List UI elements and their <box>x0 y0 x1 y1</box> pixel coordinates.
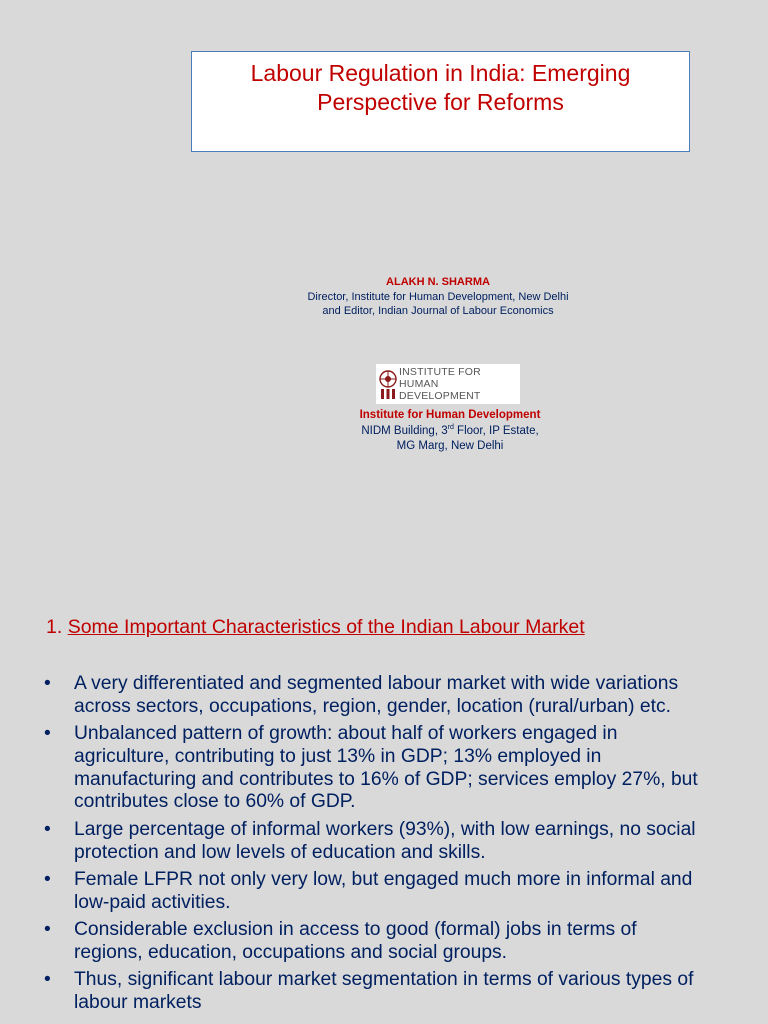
bullet-icon: • <box>44 818 51 840</box>
bullet-item: • Thus, significant labour market segmentation in terms of various types of labour markets <box>44 969 694 1013</box>
title-box <box>191 51 690 152</box>
logo-text-line-1: INSTITUTE FOR <box>399 366 481 378</box>
author-name: ALAKH N. SHARMA <box>386 276 490 288</box>
bullet-icon: • <box>44 673 51 694</box>
content-slide <box>0 576 768 1024</box>
bullet-icon: • <box>44 969 51 991</box>
institute-emblem-icon <box>378 367 398 401</box>
institute-logo <box>376 364 520 404</box>
bullet-item: • Unbalanced pattern of growth: about half of workers engaged in agriculture, contributing to just 13% in GDP; 13% employed in manufacturing and contributes to 16% of GDP; services employ 27%, but contributes close to 60% of GDP. <box>44 723 698 813</box>
institute-block <box>0 408 768 455</box>
slide-title-line-2: Perspective for Reforms <box>317 89 564 115</box>
section-title: Some Important Characteristics of the Indian Labour Market <box>67 616 585 638</box>
section-number: 1. <box>46 616 68 638</box>
author-block <box>0 275 768 319</box>
slide-title-line-1: Labour Regulation in India: Emerging <box>250 60 631 86</box>
logo-text-line-2: HUMAN DEVELOPMENT <box>399 378 481 402</box>
bullet-item: • Considerable exclusion in access to good (formal) jobs in terms of regions, education, occupations and social groups. <box>44 918 637 963</box>
institute-address-line-2: MG Marg, New Delhi <box>396 440 504 452</box>
institute-name: Institute for Human Development <box>359 409 541 421</box>
institute-address-line-1: NIDM Building, 3rd Floor, IP Estate, <box>361 423 539 437</box>
author-affiliation-2: and Editor, Indian Journal of Labour Economics <box>322 305 554 317</box>
bullet-item: • A very differentiated and segmented labour market with wide variations across sectors, occupations, region, gender, location (rural/urban) etc. <box>44 673 679 717</box>
bullet-list <box>0 673 768 1019</box>
bullet-item: • Large percentage of informal workers (93%), with low earnings, no social protection and low levels of education and skills. <box>44 818 696 863</box>
bullet-icon: • <box>44 868 51 890</box>
author-affiliation-1: Director, Institute for Human Development, New Delhi <box>307 290 569 303</box>
bullet-icon: • <box>44 723 51 745</box>
bullet-item: • Female LFPR not only very low, but engaged much more in informal and low-paid activities. <box>44 868 693 913</box>
bullet-icon: • <box>44 918 51 940</box>
section-heading <box>46 616 585 639</box>
